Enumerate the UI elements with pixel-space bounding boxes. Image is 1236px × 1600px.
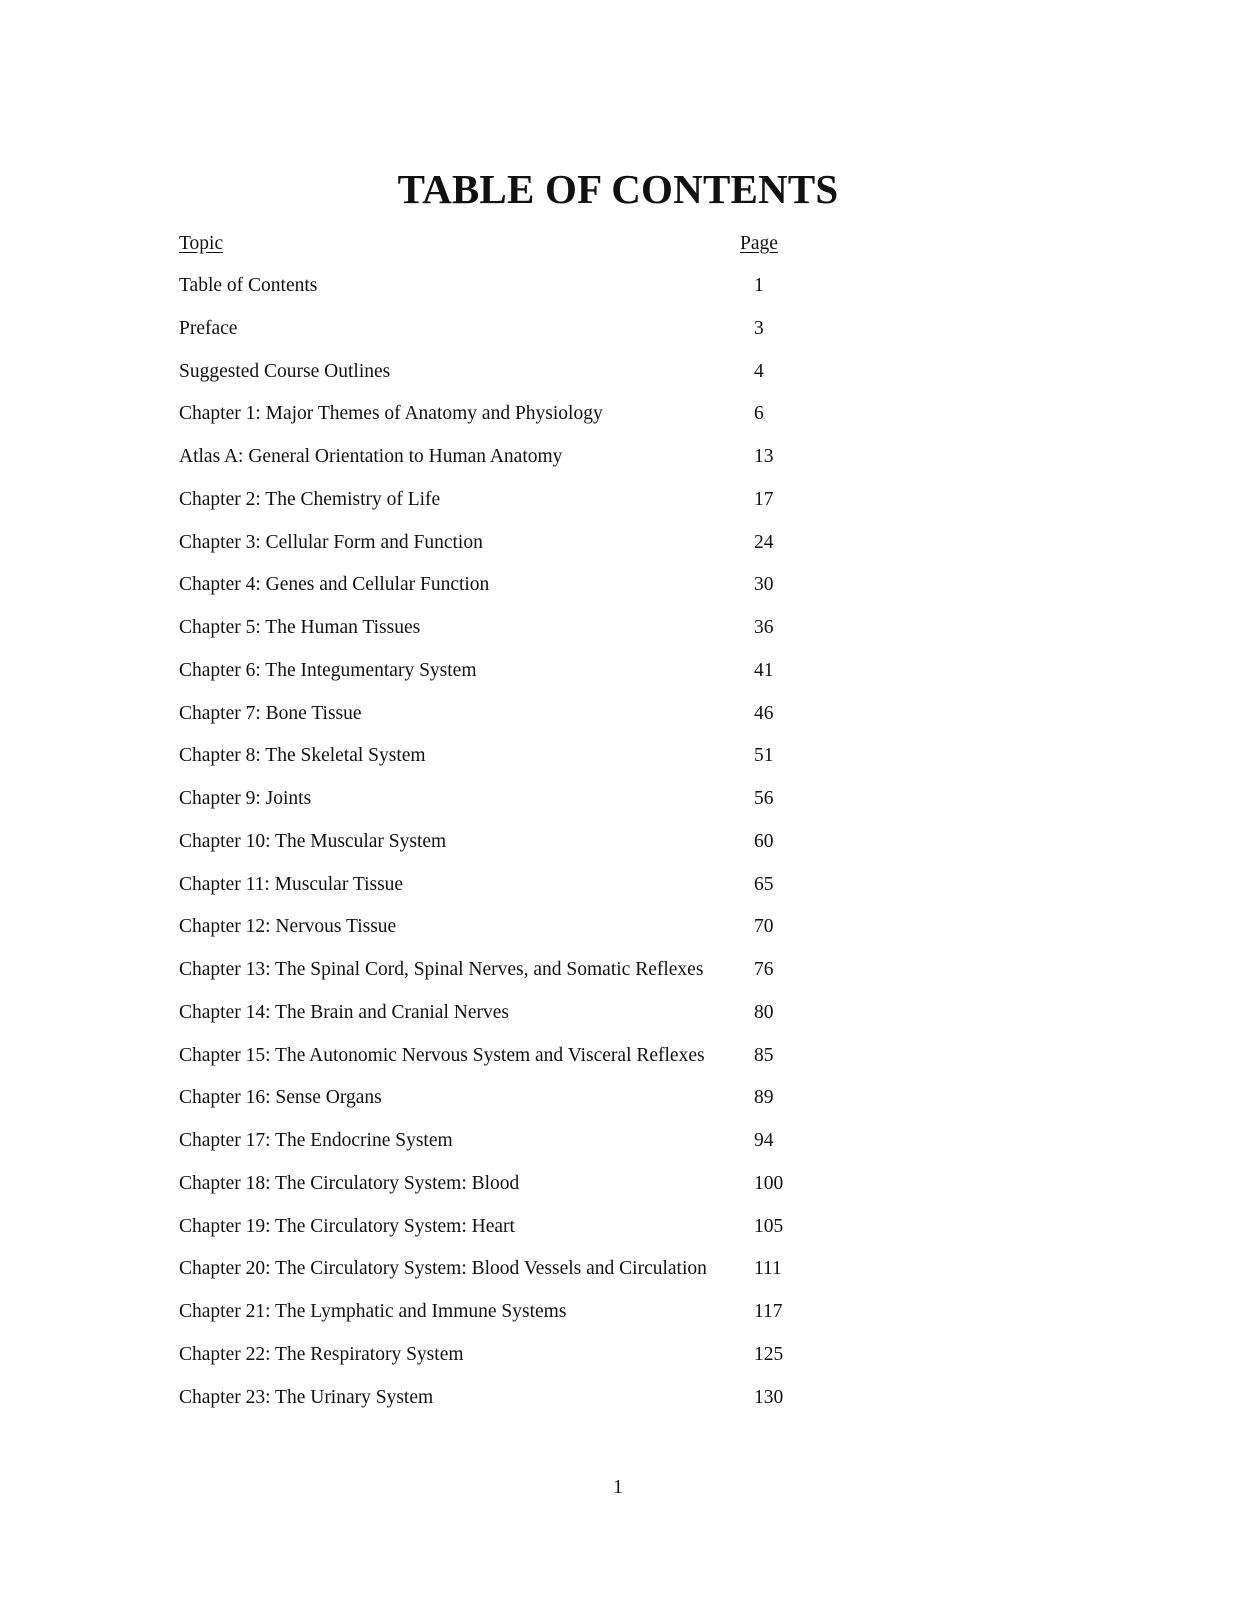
toc-entry-page: 94 — [754, 1130, 774, 1151]
toc-entry-topic: Chapter 1: Major Themes of Anatomy and Physiology — [179, 403, 603, 425]
toc-entry — [0, 1127, 1236, 1170]
toc-entry — [0, 999, 1236, 1042]
toc-entry-page: 13 — [754, 446, 774, 467]
toc-entry — [0, 272, 1236, 315]
toc-entry-topic: Chapter 2: The Chemistry of Life — [179, 488, 441, 510]
toc-entry-topic: Chapter 19: The Circulatory System: Heart — [179, 1215, 515, 1237]
toc-entry-page: 70 — [754, 916, 774, 938]
toc-entry — [0, 529, 1236, 572]
toc-entry-page: 1 — [754, 275, 764, 296]
page-title: TABLE OF CONTENTS — [397, 166, 839, 212]
toc-entry-topic: Chapter 13: The Spinal Cord, Spinal Nerves, and Somatic Reflexes — [179, 959, 704, 980]
toc-entry-topic: Chapter 22: The Respiratory System — [179, 1343, 464, 1365]
toc-entry — [0, 1213, 1236, 1256]
toc-entry-page: 30 — [754, 574, 774, 596]
toc-entry — [0, 571, 1236, 614]
toc-entry-topic: Chapter 11: Muscular Tissue — [179, 873, 404, 895]
toc-entry-page: 130 — [754, 1386, 784, 1408]
toc-entry-topic: Atlas A: General Orientation to Human Anatomy — [179, 446, 563, 467]
toc-entry-topic: Chapter 18: The Circulatory System: Blood — [179, 1172, 520, 1194]
toc-entry-page: 24 — [754, 531, 774, 553]
toc-entry-topic: Chapter 15: The Autonomic Nervous System and Visceral Reflexes — [179, 1044, 705, 1066]
toc-entry — [0, 1341, 1236, 1384]
toc-entry-page: 125 — [754, 1343, 784, 1365]
toc-entry-page: 80 — [754, 1001, 774, 1023]
toc-entry — [0, 871, 1236, 914]
toc-entry-page: 100 — [754, 1172, 784, 1194]
toc-entry-topic: Chapter 6: The Integumentary System — [179, 659, 477, 681]
toc-entry — [0, 1298, 1236, 1341]
toc-entry-page: 89 — [754, 1087, 774, 1109]
toc-header-row — [0, 230, 1236, 258]
toc-entry — [0, 486, 1236, 529]
toc-entry-topic: Chapter 23: The Urinary System — [179, 1386, 434, 1408]
toc-entry — [0, 443, 1236, 486]
page-number: 1 — [613, 1477, 623, 1498]
toc-entry-topic: Suggested Course Outlines — [179, 360, 391, 382]
toc-entry — [0, 785, 1236, 828]
toc-entry-page: 51 — [754, 745, 774, 767]
toc-entry — [0, 358, 1236, 401]
toc-list — [0, 272, 1236, 1426]
toc-entry-page: 56 — [754, 788, 774, 809]
toc-entry-topic: Chapter 4: Genes and Cellular Function — [179, 574, 490, 596]
toc-entry — [0, 700, 1236, 743]
toc-entry-topic: Table of Contents — [179, 275, 318, 296]
toc-entry-page: 17 — [754, 488, 774, 510]
toc-entry-page: 6 — [754, 403, 764, 425]
toc-entry-topic: Chapter 5: The Human Tissues — [179, 617, 421, 638]
toc-entry-topic: Chapter 9: Joints — [179, 788, 312, 809]
toc-entry — [0, 315, 1236, 358]
toc-entry — [0, 1384, 1236, 1427]
toc-entry-page: 41 — [754, 659, 774, 681]
toc-entry — [0, 1084, 1236, 1127]
toc-entry — [0, 1255, 1236, 1298]
toc-entry — [0, 742, 1236, 785]
toc-entry-topic: Chapter 21: The Lymphatic and Immune Systems — [179, 1301, 567, 1322]
toc-entry-topic: Chapter 20: The Circulatory System: Blood Vessels and Circulation — [179, 1258, 707, 1280]
toc-entry-page: 111 — [754, 1258, 782, 1280]
toc-entry-page: 117 — [754, 1301, 783, 1322]
toc-entry — [0, 614, 1236, 657]
toc-entry — [0, 657, 1236, 700]
toc-entry — [0, 400, 1236, 443]
toc-entry — [0, 1170, 1236, 1213]
toc-entry-page: 46 — [754, 702, 774, 724]
toc-entry-page: 3 — [754, 317, 764, 339]
toc-entry-page: 76 — [754, 959, 774, 980]
toc-entry — [0, 913, 1236, 956]
toc-entry-topic: Chapter 16: Sense Organs — [179, 1087, 382, 1109]
toc-entry-page: 105 — [754, 1215, 784, 1237]
toc-entry-topic: Chapter 17: The Endocrine System — [179, 1130, 453, 1151]
toc-entry-page: 65 — [754, 873, 774, 895]
toc-entry-page: 85 — [754, 1044, 774, 1066]
topic-column-header: Topic — [179, 233, 224, 254]
toc-entry — [0, 1042, 1236, 1085]
toc-entry — [0, 828, 1236, 871]
toc-entry-topic: Chapter 12: Nervous Tissue — [179, 916, 397, 938]
toc-entry-page: 60 — [754, 830, 774, 852]
toc-entry-page: 4 — [754, 360, 764, 382]
toc-entry-topic: Chapter 7: Bone Tissue — [179, 702, 362, 724]
toc-entry — [0, 956, 1236, 999]
toc-entry-topic: Chapter 8: The Skeletal System — [179, 745, 426, 767]
toc-entry-topic: Chapter 14: The Brain and Cranial Nerves — [179, 1001, 509, 1023]
toc-entry-page: 36 — [754, 617, 774, 638]
toc-entry-topic: Preface — [179, 317, 238, 339]
page-column-header: Page — [740, 233, 778, 254]
toc-entry-topic: Chapter 10: The Muscular System — [179, 830, 447, 852]
toc-entry-topic: Chapter 3: Cellular Form and Function — [179, 531, 483, 553]
